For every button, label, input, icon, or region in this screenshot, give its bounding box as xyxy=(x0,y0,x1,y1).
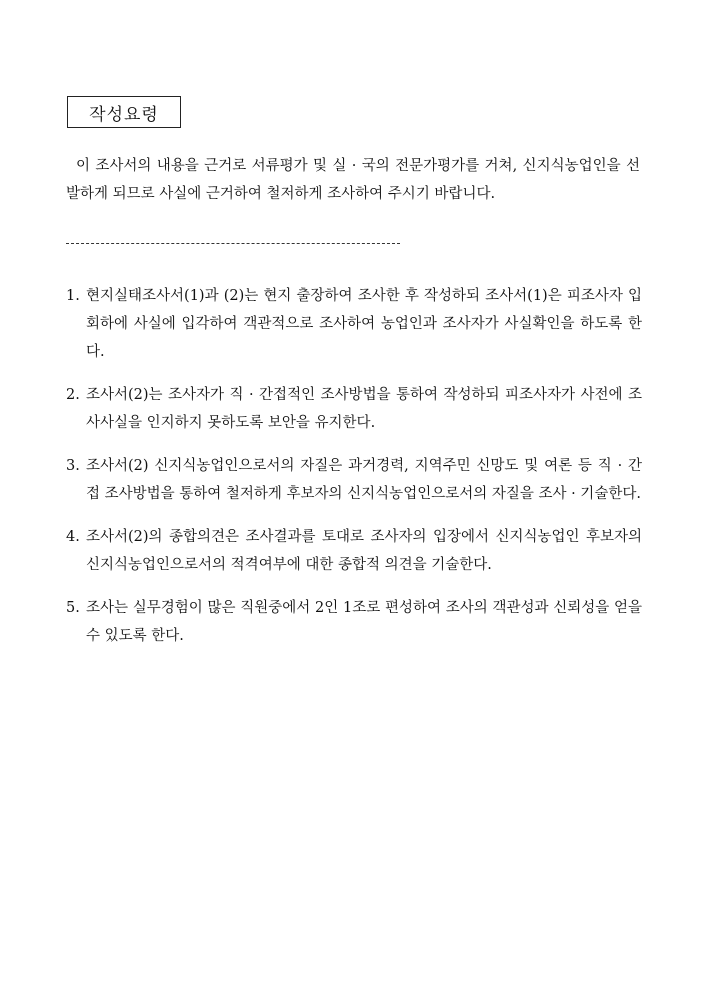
item-text: 조사서(2) 신지식농업인으로서의 자질은 과거경력, 지역주민 신망도 및 여론 등 직 · 간접 조사방법을 통하여 철저하게 후보자의 신지식농업인으로서의 자질을 조사 · 기술한다. xyxy=(86,458,642,502)
item-number: 4. xyxy=(66,529,80,545)
instruction-item-4 xyxy=(66,523,642,579)
instruction-item-2 xyxy=(66,381,642,437)
section-title-box xyxy=(67,96,181,128)
section-title: 작성요령 xyxy=(89,104,159,125)
dashed-divider xyxy=(66,243,400,244)
instruction-item-5 xyxy=(66,594,642,650)
item-text: 현지실태조사서(1)과 (2)는 현지 출장하여 조사한 후 작성하되 조사서(1)은 피조사자 입회하에 사실에 입각하여 객관적으로 조사하여 농업인과 조사자가 사실확인을 하도록 한다. xyxy=(86,288,642,360)
item-number: 5. xyxy=(66,600,80,616)
instruction-list xyxy=(66,282,642,665)
item-number: 3. xyxy=(66,458,80,474)
item-text: 조사는 실무경험이 많은 직원중에서 2인 1조로 편성하여 조사의 객관성과 신뢰성을 얻을 수 있도록 한다. xyxy=(86,600,642,644)
intro-paragraph: 이 조사서의 내용을 근거로 서류평가 및 실 · 국의 전문가평가를 거쳐, 신지식농업인을 선발하게 되므로 사실에 근거하여 철저하게 조사하여 주시기 바랍니다. xyxy=(66,158,640,202)
item-text: 조사서(2)는 조사자가 직 · 간접적인 조사방법을 통하여 작성하되 피조사자가 사전에 조사사실을 인지하지 못하도록 보안을 유지한다. xyxy=(86,387,642,431)
item-number: 1. xyxy=(66,288,80,304)
item-number: 2. xyxy=(66,387,80,403)
instruction-item-3 xyxy=(66,452,642,508)
item-text: 조사서(2)의 종합의견은 조사결과를 토대로 조사자의 입장에서 신지식농업인 후보자의 신지식농업인으로서의 적격여부에 대한 종합적 의견을 기술한다. xyxy=(86,529,642,573)
instruction-item-1 xyxy=(66,282,642,366)
